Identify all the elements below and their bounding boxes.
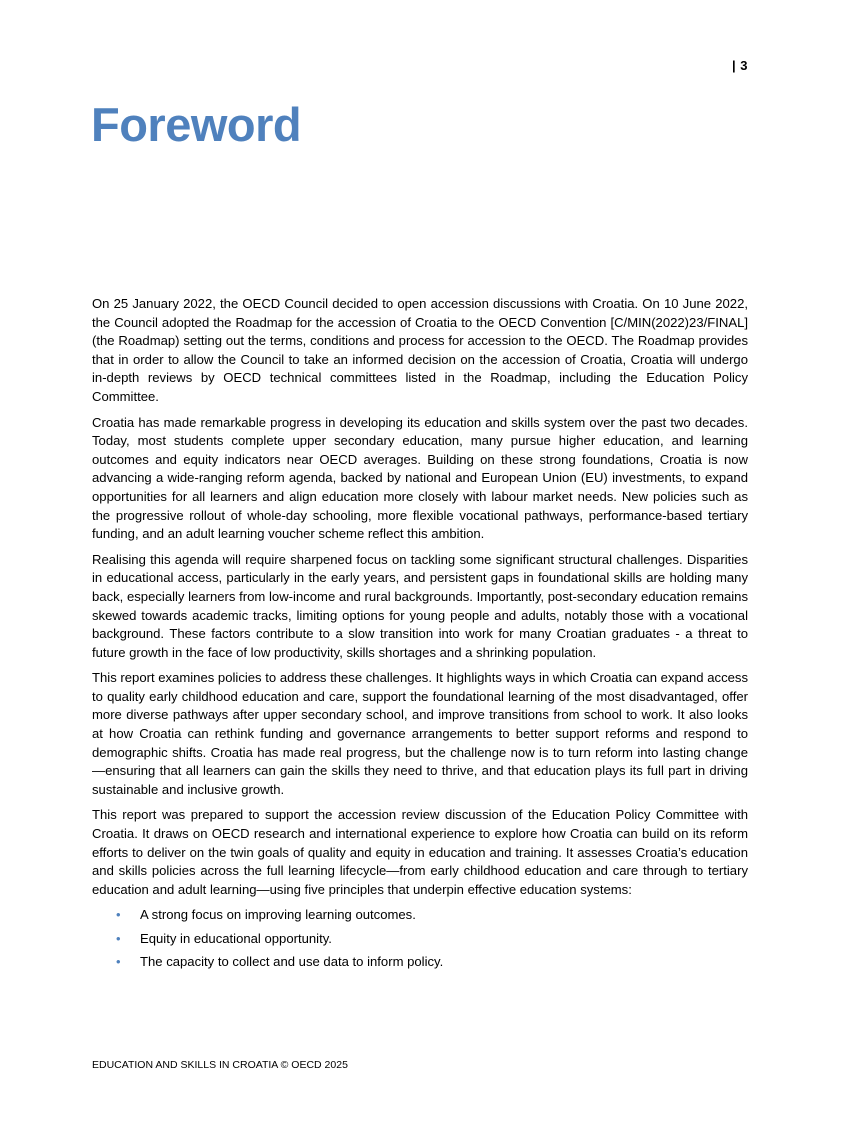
page-footer: EDUCATION AND SKILLS IN CROATIA © OECD 2025 <box>92 1059 348 1071</box>
page-number: | 3 <box>732 58 748 73</box>
paragraph-challenges: Realising this agenda will require sharpened focus on tackling some significant structural challenges. Disparities in educational access, particularly in the early years, and persistent gaps in foundational skills are holding many back, especially learners from low-income and rural backgrounds. Importantly, post-secondary education remains skewed towards academic tracks, limiting options for young people and adults, notably those with a vocational background. These factors contribute to a slow transition into work for many Croatian graduates - a threat to future growth in the face of low productivity, skills shortages and a shrinking population. <box>92 551 748 660</box>
bullet-icon: • <box>116 930 121 946</box>
body-text <box>92 295 748 976</box>
list-item-text: Equity in educational opportunity. <box>140 930 332 946</box>
list-item <box>92 930 748 949</box>
list-item <box>92 906 748 925</box>
paragraph-accession: On 25 January 2022, the OECD Council decided to open accession discussions with Croatia. On 10 June 2022, the Council adopted the Roadmap for the accession of Croatia to the OECD Convention [C/MIN(2022)23/FINAL] (the Roadmap) setting out the terms, conditions and process for accession to the OECD. The Roadmap provides that in order to allow the Council to take an informed decision on the accession of Croatia, Croatia will undergo in-depth reviews by OECD technical committees listed in the Roadmap, including the Education Policy Committee. <box>92 296 748 404</box>
list-item-text: A strong focus on improving learning outcomes. <box>140 907 416 923</box>
principles-list <box>92 906 748 971</box>
paragraph-progress: Croatia has made remarkable progress in developing its education and skills system over the past two decades. Today, most students complete upper secondary education, many pursue higher education, and learning outcomes and equity indicators near OECD averages. Building on these strong foundations, Croatia is now advancing a wide-ranging reform agenda, backed by national and European Union (EU) investments, to expand opportunities for all learners and align education more closely with labour market needs. New policies such as the progressive rollout of whole-day schooling, more flexible vocational pathways, performance-based tertiary funding, and an adult learning voucher scheme reflect this ambition. <box>92 414 748 542</box>
list-item <box>92 953 748 972</box>
paragraph-report-scope: This report examines policies to address these challenges. It highlights ways in which Croatia can expand access to quality early childhood education and care, support the foundational learning of the most disadvantaged, offer more diverse pathways after upper secondary school, and improve transitions from school to work. It also looks at how Croatia can rethink funding and governance arrangements to better support reforms and respond to demographic shifts. Croatia has made real progress, but the challenge now is to turn reform into lasting change—ensuring that all learners can gain the skills they need to thrive, and that education plays its full part in driving sustainable and inclusive growth. <box>92 670 748 797</box>
page-title: Foreword <box>91 98 302 151</box>
bullet-icon: • <box>116 907 121 923</box>
list-item-text: The capacity to collect and use data to inform policy. <box>140 953 444 969</box>
bullet-icon: • <box>116 953 121 969</box>
paragraph-principles: This report was prepared to support the accession review discussion of the Education Policy Committee with Croatia. It draws on OECD research and international experience to explore how Croatia can build on its reform efforts to deliver on the twin goals of quality and equity in education and training. It assesses Croatia’s education and skills policies across the full learning lifecycle—from early childhood education and care through to tertiary education and adult learning—using five principles that underpin effective education systems: <box>92 807 748 897</box>
